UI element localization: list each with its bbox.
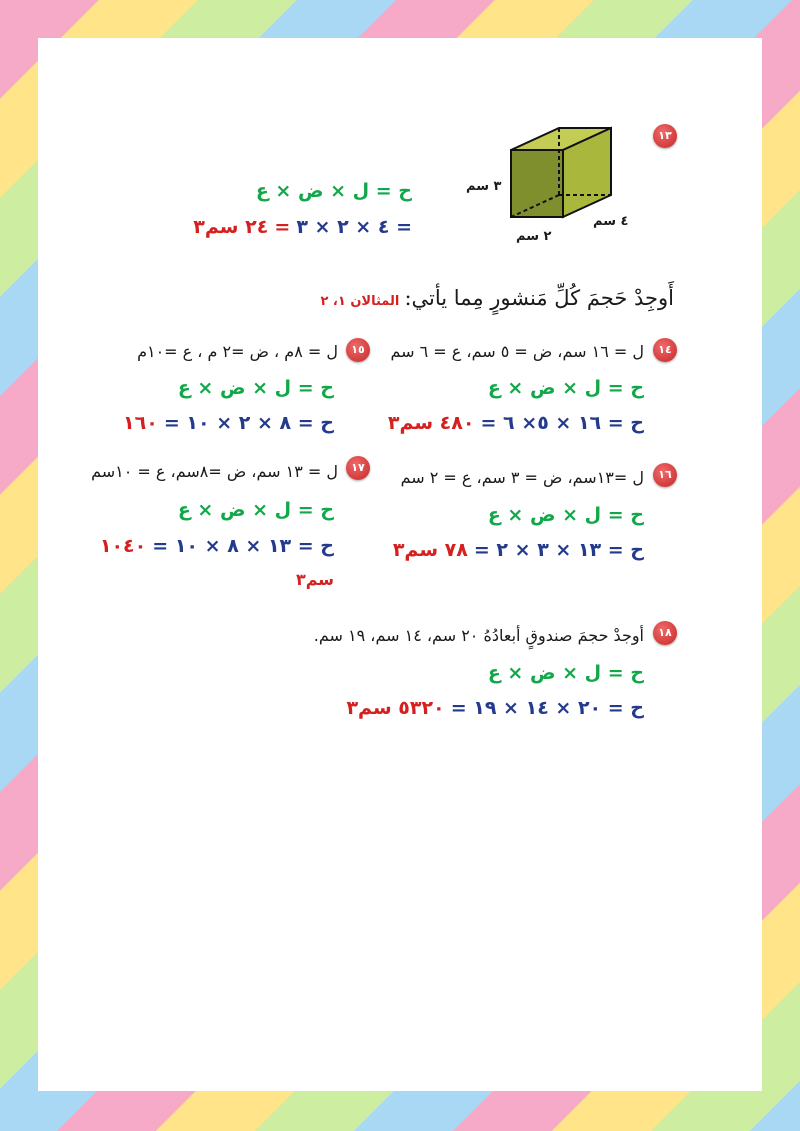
q14-given: ل = ١٦ سم، ض = ٥ سم، ع = ٦ سم	[390, 342, 644, 361]
q17-calculation	[100, 535, 334, 557]
question-number-15: ١٥	[346, 338, 370, 362]
prism-height-label: ٣ سم	[466, 179, 502, 194]
q13-formula: ح = ل × ض × ع	[255, 180, 412, 202]
q17-given: ل = ١٣ سم، ض =٨سم، ع = ١٠سم	[91, 462, 338, 481]
heading-text: أَوجِدْ حَجمَ كُلِّ مَنشورٍ مِما يأتي:	[404, 286, 674, 310]
question-number-16: ١٦	[653, 463, 677, 487]
q16-calculation	[393, 539, 644, 561]
q17-calc-result: ١٠٤٠	[99, 535, 147, 557]
q15-calc-result: ١٦٠	[123, 412, 158, 434]
heading-examples-ref: المثالان ١، ٢	[320, 294, 400, 309]
question-number-13: ١٣	[653, 124, 677, 148]
q14-calculation	[388, 412, 644, 434]
q15-given: ل = ٨م ، ض =٢ م ، ع =١٠م	[137, 342, 338, 361]
question-number-14: ١٤	[653, 338, 677, 362]
q14-calc-result: ٤٨٠ سم٣	[387, 412, 475, 434]
worksheet-page	[38, 38, 762, 1091]
q18-question: أوجدْ حجمَ صندوقٍ أبعادُهُ ٢٠ سم، ١٤ سم، ١٩ سم.	[313, 626, 644, 645]
prism-width-label: ٢ سم	[516, 229, 552, 244]
prism-depth-label: ٤ سم	[593, 214, 629, 229]
prism-front-face	[511, 150, 563, 217]
q18-calculation	[346, 697, 644, 719]
q15-calculation	[123, 412, 334, 434]
question-number-17: ١٧	[346, 456, 370, 480]
q17-formula: ح = ل × ض × ع	[177, 499, 334, 521]
q14-formula: ح = ل × ض × ع	[487, 377, 644, 399]
q13-calc-eq: =	[274, 216, 291, 238]
q16-calc-left: ح = ١٣ × ٣ × ٢ =	[473, 539, 644, 561]
q13-calc-left: = ٤ × ٢ × ٣	[296, 216, 412, 238]
q16-formula: ح = ل × ض × ع	[487, 504, 644, 526]
q13-calc-result: ٢٤ سم٣	[193, 216, 269, 238]
q13-calculation	[193, 216, 412, 238]
q18-calc-left: ح = ٢٠ × ١٤ × ١٩ =	[450, 697, 644, 719]
q16-calc-result: ٧٨ سم٣	[392, 539, 468, 561]
q16-given: ل =١٣سم، ض = ٣ سم، ع = ٢ سم	[400, 468, 644, 487]
section-heading	[320, 286, 674, 310]
q18-calc-result: ٥٣٢٠ سم٣	[346, 697, 445, 719]
question-number-18: ١٨	[653, 621, 677, 645]
q18-formula: ح = ل × ض × ع	[487, 662, 644, 684]
q15-calc-left: ح = ٨ × ٢ × ١٠ =	[163, 412, 334, 434]
q15-formula: ح = ل × ض × ع	[177, 377, 334, 399]
q14-calc-left: ح = ١٦ × ٥× ٦ =	[480, 412, 644, 434]
q17-unit: سم٣	[295, 570, 334, 589]
q17-calc-left: ح = ١٣ × ٨ × ١٠ =	[152, 535, 334, 557]
